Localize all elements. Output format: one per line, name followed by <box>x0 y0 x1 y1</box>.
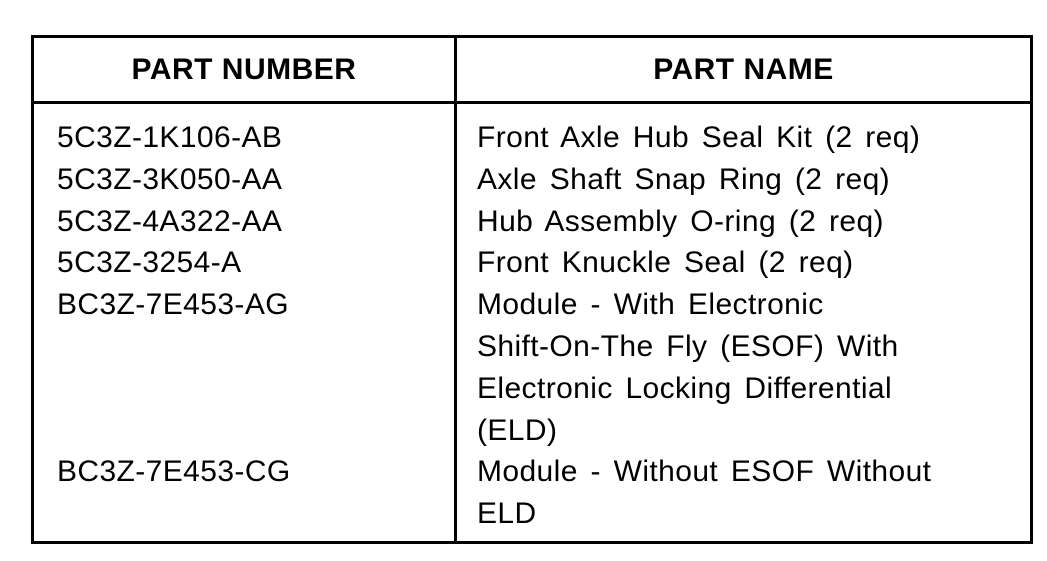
header-part-number: PART NUMBER <box>131 52 357 86</box>
part-number-cell: BC3Z-7E453-AG <box>57 288 289 322</box>
part-number-cell: BC3Z-7E453-CG <box>57 455 291 489</box>
part-number-cell: 5C3Z-4A322-AA <box>57 204 283 238</box>
part-name-cell: Module - With Electronic <box>477 288 824 322</box>
part-name-cell: Module - Without ESOF Without <box>477 455 932 489</box>
part-number-cell: 5C3Z-1K106-AB <box>57 121 283 154</box>
part-number-column <box>57 117 447 493</box>
spacer-line <box>57 368 447 410</box>
part-name-cell-continued: (ELD) <box>477 413 558 447</box>
spacer-line <box>57 410 447 452</box>
part-name-cell: Front Knuckle Seal (2 req) <box>477 246 854 280</box>
spacer-line <box>57 326 447 368</box>
part-name-cell-continued: Shift-On-The Fly (ESOF) With <box>477 329 899 363</box>
part-name-column <box>477 117 1022 535</box>
part-name-cell-continued: Electronic Locking Differential <box>477 371 893 405</box>
part-name-cell: Axle Shaft Snap Ring (2 req) <box>477 162 891 196</box>
part-name-cell-continued: ELD <box>477 497 537 531</box>
column-divider <box>454 38 457 541</box>
part-number-cell: 5C3Z-3K050-AA <box>57 162 283 196</box>
part-name-cell: Hub Assembly O-ring (2 req) <box>477 204 884 238</box>
part-name-cell: Front Axle Hub Seal Kit (2 req) <box>477 121 921 154</box>
header-divider <box>34 101 1030 104</box>
part-number-cell: 5C3Z-3254-A <box>57 246 242 280</box>
header-part-name: PART NAME <box>653 52 834 86</box>
parts-table <box>31 35 1033 544</box>
